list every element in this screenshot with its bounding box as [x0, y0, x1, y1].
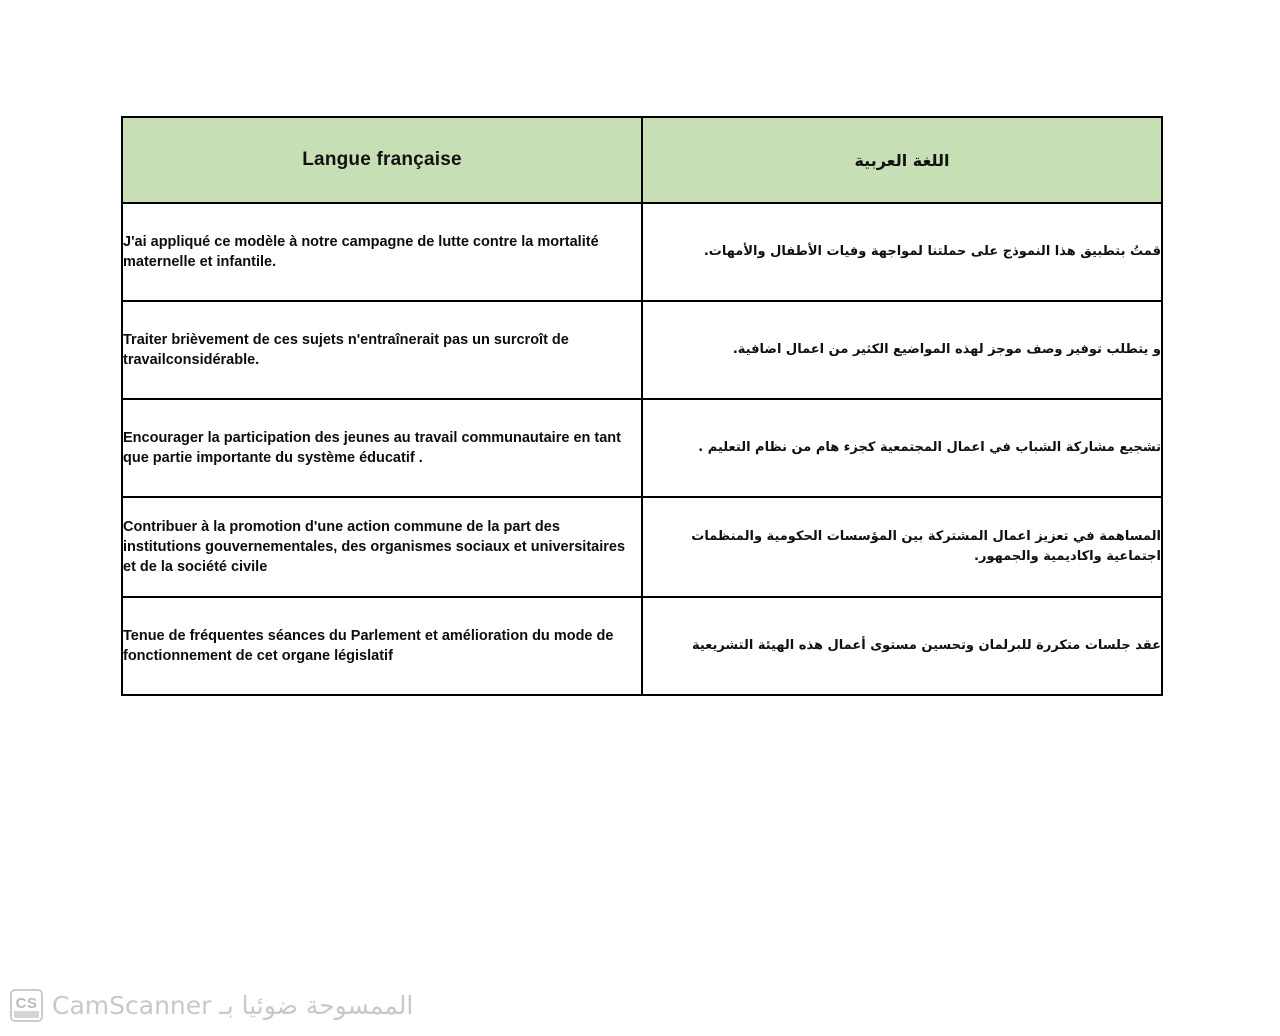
table-row — [122, 597, 1162, 695]
table-body — [122, 203, 1162, 695]
cell-french: Traiter brièvement de ces sujets n'entraînerait pas un surcroît de travailconsidérable. — [122, 301, 642, 399]
column-header-french: Langue française — [122, 117, 642, 203]
table-container — [121, 116, 1161, 696]
table-row — [122, 497, 1162, 597]
camscanner-logo-icon — [10, 989, 43, 1022]
cell-arabic: قمتُ بتطبيق هذا النموذج على حملتنا لمواجهة وفيات الأطفال والأمهات. — [642, 203, 1162, 301]
table-header — [122, 117, 1162, 203]
cell-arabic: و يتطلب توفير وصف موجز لهذه المواضيع الكثير من اعمال اضافية. — [642, 301, 1162, 399]
cell-french: J'ai appliqué ce modèle à notre campagne de lutte contre la mortalité maternelle et infantile. — [122, 203, 642, 301]
cell-arabic: عقد جلسات متكررة للبرلمان وتحسين مستوى أعمال هذه الهيئة التشريعية — [642, 597, 1162, 695]
cell-arabic: تشجيع مشاركة الشباب في اعمال المجتمعية كجزء هام من نظام التعليم . — [642, 399, 1162, 497]
camscanner-watermark-label: الممسوحة ضوئيا بـ CamScanner — [52, 991, 414, 1020]
cell-arabic: المساهمة في تعزيز اعمال المشتركة بين المؤسسات الحكومية والمنظمات اجتماعية واكاديمية والجمهور. — [642, 497, 1162, 597]
header-row — [122, 117, 1162, 203]
table-row — [122, 203, 1162, 301]
camscanner-watermark — [10, 989, 413, 1022]
table-row — [122, 399, 1162, 497]
table-row — [122, 301, 1162, 399]
bilingual-translation-table — [121, 116, 1163, 696]
camscanner-logo-text: CS — [15, 994, 38, 1012]
cell-french: Tenue de fréquentes séances du Parlement et amélioration du mode de fonctionnement de cet organe législatif — [122, 597, 642, 695]
column-header-arabic: اللغة العربية — [642, 117, 1162, 203]
cell-french: Contribuer à la promotion d'une action commune de la part des institutions gouvernementales, des organismes sociaux et universitaires et de la société civile — [122, 497, 642, 597]
camscanner-logo-bar — [14, 1011, 39, 1018]
cell-french: Encourager la participation des jeunes au travail communautaire en tant que partie importante du système éducatif . — [122, 399, 642, 497]
